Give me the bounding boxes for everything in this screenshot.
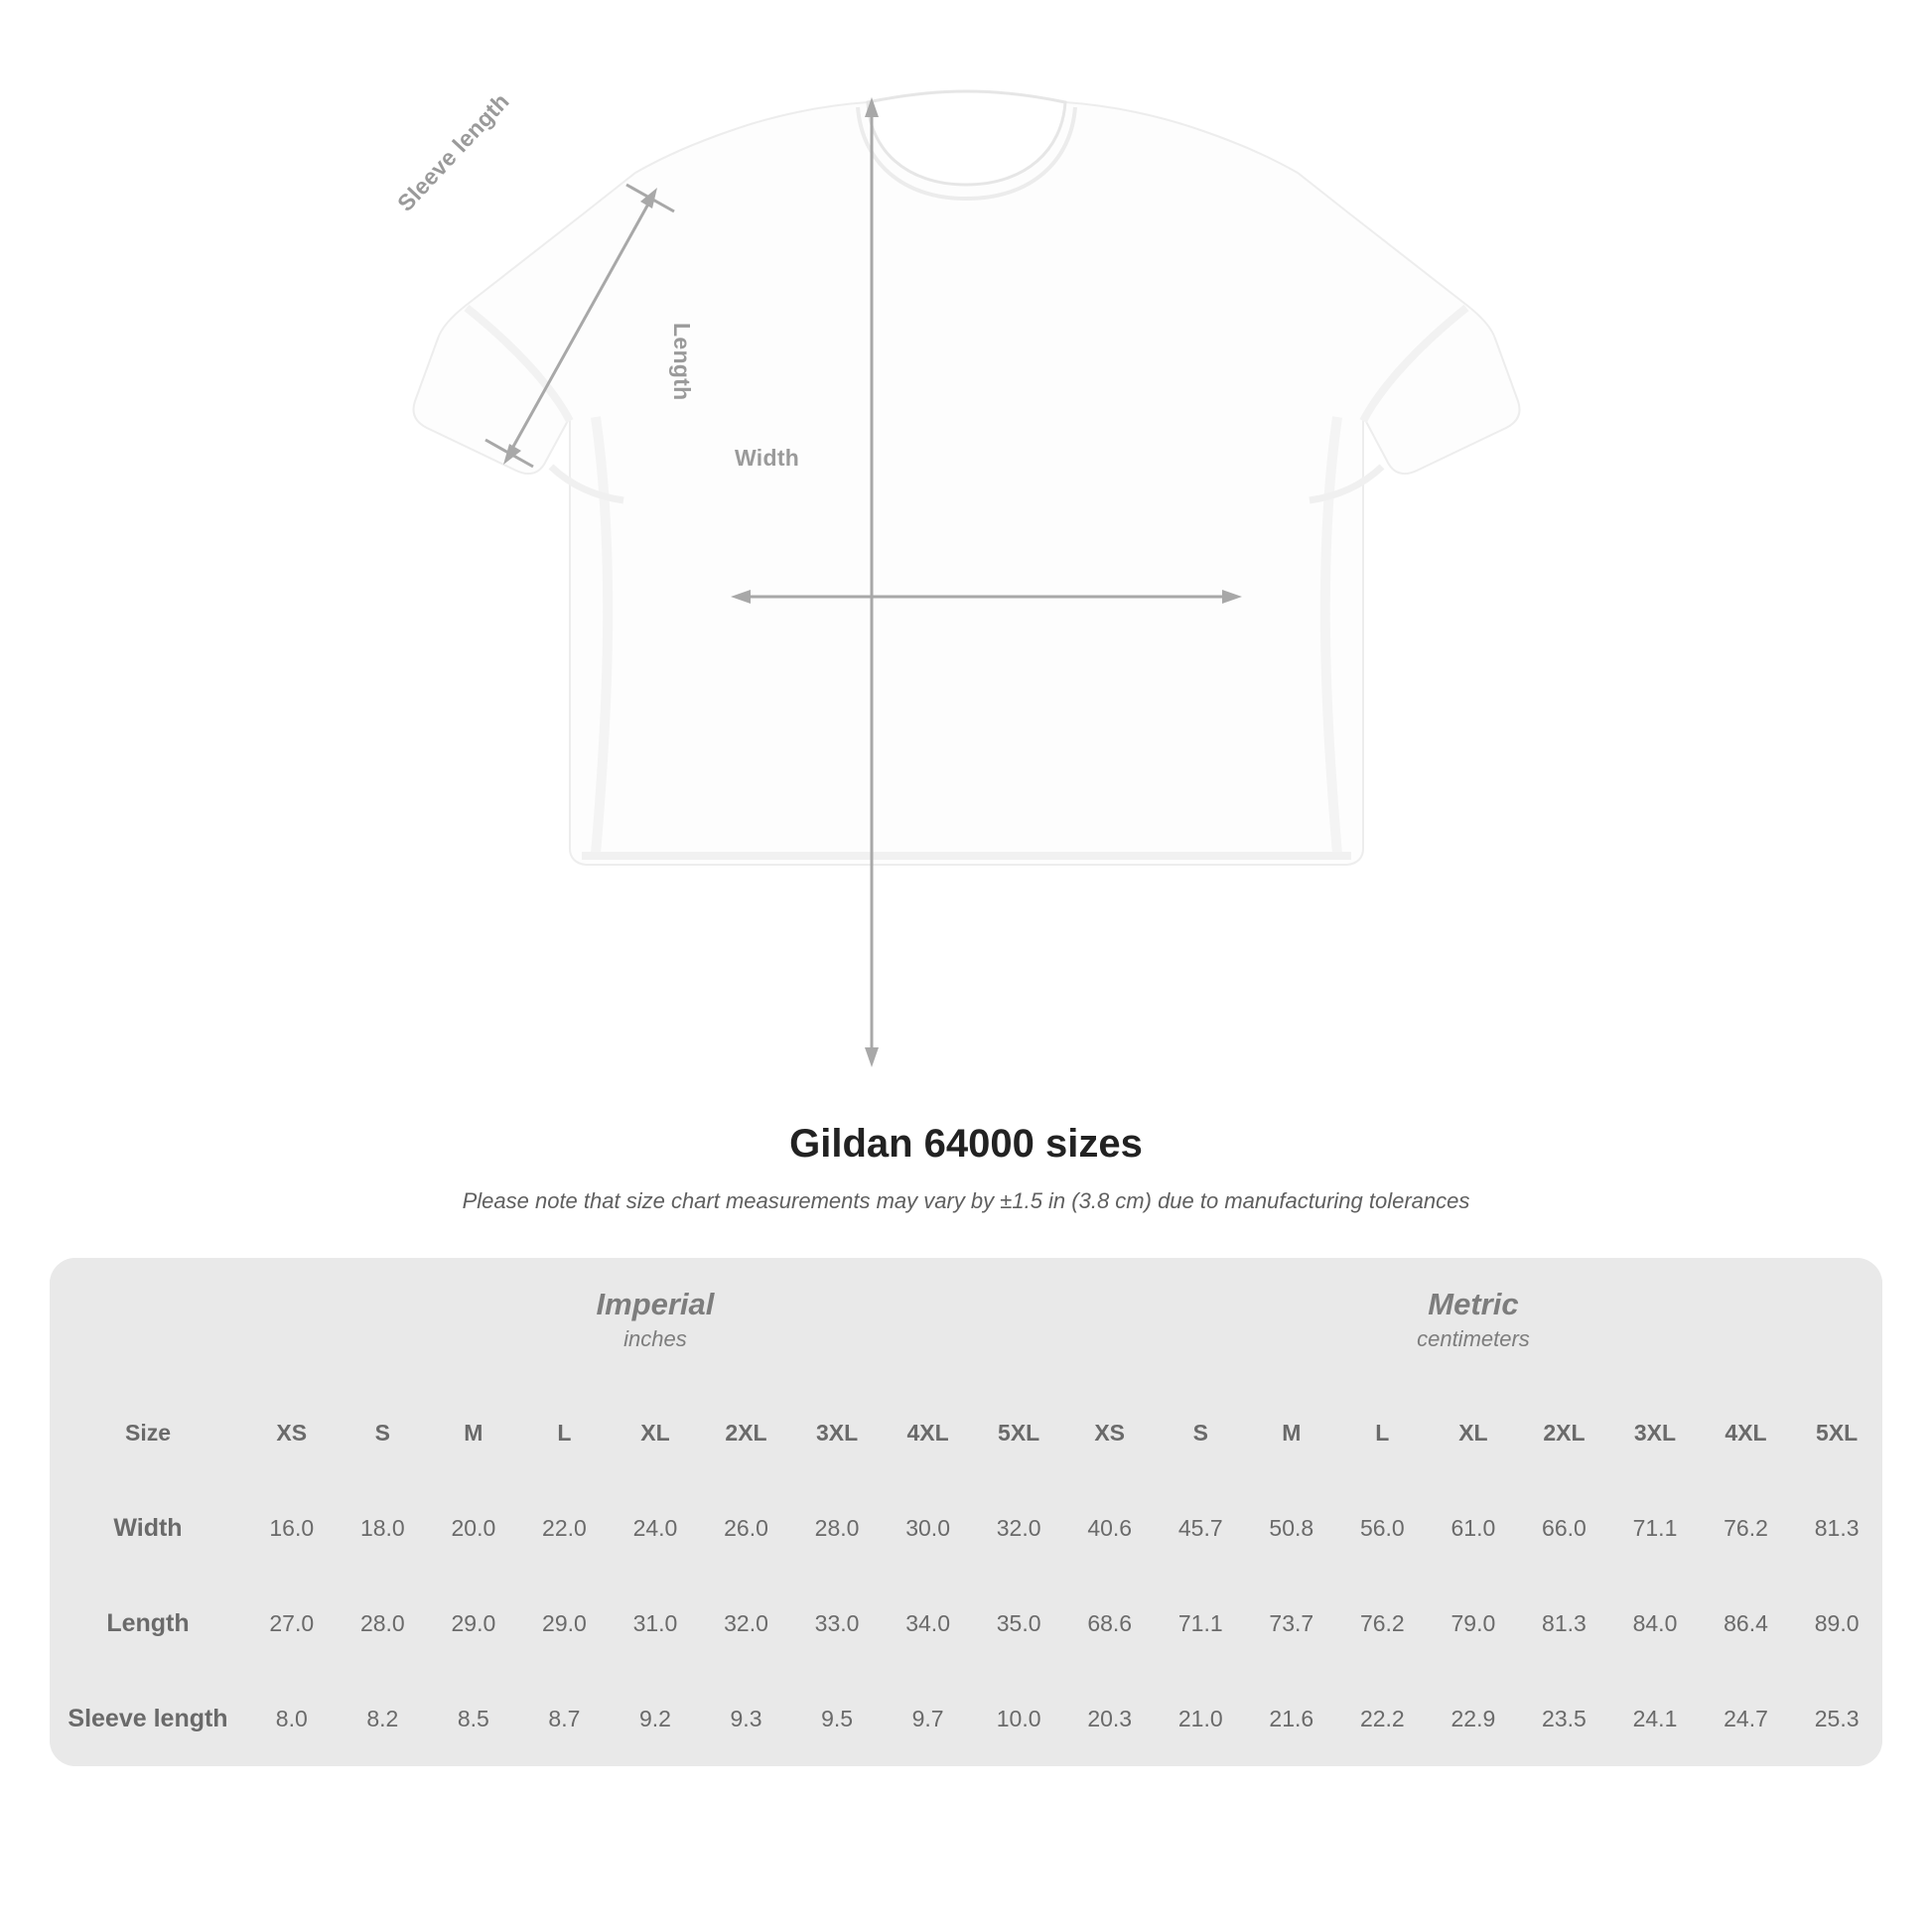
- cell-length-metric-xl: 79.0: [1428, 1576, 1519, 1671]
- cell-width-metric-2xl: 66.0: [1519, 1480, 1610, 1576]
- cell-length-metric-xs: 68.6: [1064, 1576, 1156, 1671]
- cell-length-metric-m: 73.7: [1246, 1576, 1337, 1671]
- cell-width-imperial-l: 22.0: [519, 1480, 611, 1576]
- cell-length-imperial-m: 29.0: [428, 1576, 519, 1671]
- cell-width-imperial-xs: 16.0: [246, 1480, 338, 1576]
- cell-width-imperial-s: 18.0: [338, 1480, 429, 1576]
- size-header-metric-5xl: 5XL: [1791, 1385, 1882, 1480]
- cell-width-metric-m: 50.8: [1246, 1480, 1337, 1576]
- row-label-sleeve-length: Sleeve length: [50, 1671, 246, 1766]
- cell-width-metric-s: 45.7: [1155, 1480, 1246, 1576]
- cell-sleeve-metric-4xl: 24.7: [1701, 1671, 1792, 1766]
- cell-sleeve-imperial-2xl: 9.3: [701, 1671, 792, 1766]
- cell-width-metric-xs: 40.6: [1064, 1480, 1156, 1576]
- unit-header-spacer: [50, 1258, 246, 1385]
- size-header-label: Size: [50, 1385, 246, 1480]
- table-row: [50, 1576, 1882, 1671]
- cell-sleeve-metric-xl: 22.9: [1428, 1671, 1519, 1766]
- tshirt-shape: [414, 91, 1520, 865]
- cell-length-imperial-3xl: 33.0: [791, 1576, 883, 1671]
- table-row: [50, 1671, 1882, 1766]
- cell-length-metric-4xl: 86.4: [1701, 1576, 1792, 1671]
- size-header-imperial-l: L: [519, 1385, 611, 1480]
- cell-sleeve-metric-l: 22.2: [1337, 1671, 1429, 1766]
- row-label-length: Length: [50, 1576, 246, 1671]
- cell-width-metric-5xl: 81.3: [1791, 1480, 1882, 1576]
- table-row: [50, 1480, 1882, 1576]
- size-header-metric-xl: XL: [1428, 1385, 1519, 1480]
- cell-sleeve-imperial-l: 8.7: [519, 1671, 611, 1766]
- cell-sleeve-metric-5xl: 25.3: [1791, 1671, 1882, 1766]
- cell-sleeve-metric-3xl: 24.1: [1609, 1671, 1701, 1766]
- unit-group-imperial-name: Imperial: [596, 1286, 715, 1321]
- row-label-width: Width: [50, 1480, 246, 1576]
- cell-length-imperial-s: 28.0: [338, 1576, 429, 1671]
- cell-width-imperial-4xl: 30.0: [883, 1480, 974, 1576]
- size-header-imperial-3xl: 3XL: [791, 1385, 883, 1480]
- cell-sleeve-imperial-xl: 9.2: [610, 1671, 701, 1766]
- width-dimension-label: Width: [735, 445, 800, 471]
- cell-width-imperial-xl: 24.0: [610, 1480, 701, 1576]
- size-header-metric-4xl: 4XL: [1701, 1385, 1792, 1480]
- size-header-imperial-5xl: 5XL: [973, 1385, 1064, 1480]
- cell-sleeve-imperial-5xl: 10.0: [973, 1671, 1064, 1766]
- cell-length-imperial-2xl: 32.0: [701, 1576, 792, 1671]
- cell-length-imperial-xl: 31.0: [610, 1576, 701, 1671]
- size-header-imperial-xs: XS: [246, 1385, 338, 1480]
- cell-length-metric-2xl: 81.3: [1519, 1576, 1610, 1671]
- length-dimension-label: Length: [669, 323, 695, 401]
- cell-length-metric-5xl: 89.0: [1791, 1576, 1882, 1671]
- size-header-imperial-m: M: [428, 1385, 519, 1480]
- cell-sleeve-metric-xs: 20.3: [1064, 1671, 1156, 1766]
- cell-sleeve-metric-m: 21.6: [1246, 1671, 1337, 1766]
- size-table-container: [50, 1258, 1882, 1766]
- size-table: [50, 1258, 1882, 1766]
- size-header-imperial-4xl: 4XL: [883, 1385, 974, 1480]
- cell-length-imperial-4xl: 34.0: [883, 1576, 974, 1671]
- cell-sleeve-imperial-3xl: 9.5: [791, 1671, 883, 1766]
- size-header-imperial-s: S: [338, 1385, 429, 1480]
- cell-width-imperial-5xl: 32.0: [973, 1480, 1064, 1576]
- cell-length-metric-s: 71.1: [1155, 1576, 1246, 1671]
- size-header-imperial-xl: XL: [610, 1385, 701, 1480]
- size-header-metric-3xl: 3XL: [1609, 1385, 1701, 1480]
- cell-width-imperial-2xl: 26.0: [701, 1480, 792, 1576]
- cell-sleeve-imperial-xs: 8.0: [246, 1671, 338, 1766]
- unit-group-metric-name: Metric: [1428, 1286, 1519, 1321]
- page-title: Gildan 64000 sizes: [789, 1122, 1143, 1166]
- size-header-metric-2xl: 2XL: [1519, 1385, 1610, 1480]
- cell-width-metric-3xl: 71.1: [1609, 1480, 1701, 1576]
- cell-width-metric-xl: 61.0: [1428, 1480, 1519, 1576]
- cell-length-metric-l: 76.2: [1337, 1576, 1429, 1671]
- cell-length-imperial-5xl: 35.0: [973, 1576, 1064, 1671]
- cell-width-imperial-m: 20.0: [428, 1480, 519, 1576]
- cell-sleeve-imperial-m: 8.5: [428, 1671, 519, 1766]
- sleeve-length-dimension-label: Sleeve length: [392, 87, 514, 216]
- unit-group-metric-sub: centimeters: [1417, 1326, 1530, 1352]
- size-header-metric-l: L: [1337, 1385, 1429, 1480]
- unit-group-imperial-sub: inches: [623, 1326, 687, 1352]
- cell-length-metric-3xl: 84.0: [1609, 1576, 1701, 1671]
- tolerance-note: Please note that size chart measurements may vary by ±1.5 in (3.8 cm) due to manufacturing tolerances: [462, 1188, 1470, 1213]
- unit-group-imperial: [246, 1258, 1064, 1385]
- cell-sleeve-metric-s: 21.0: [1155, 1671, 1246, 1766]
- size-header-imperial-2xl: 2XL: [701, 1385, 792, 1480]
- cell-sleeve-imperial-s: 8.2: [338, 1671, 429, 1766]
- size-header-row: [50, 1385, 1882, 1480]
- unit-group-metric: [1064, 1258, 1882, 1385]
- cell-width-metric-4xl: 76.2: [1701, 1480, 1792, 1576]
- cell-length-imperial-xs: 27.0: [246, 1576, 338, 1671]
- cell-sleeve-metric-2xl: 23.5: [1519, 1671, 1610, 1766]
- size-header-metric-m: M: [1246, 1385, 1337, 1480]
- size-header-metric-s: S: [1155, 1385, 1246, 1480]
- cell-length-imperial-l: 29.0: [519, 1576, 611, 1671]
- cell-width-metric-l: 56.0: [1337, 1480, 1429, 1576]
- unit-header-row: [50, 1258, 1882, 1385]
- cell-width-imperial-3xl: 28.0: [791, 1480, 883, 1576]
- cell-sleeve-imperial-4xl: 9.7: [883, 1671, 974, 1766]
- size-header-metric-xs: XS: [1064, 1385, 1156, 1480]
